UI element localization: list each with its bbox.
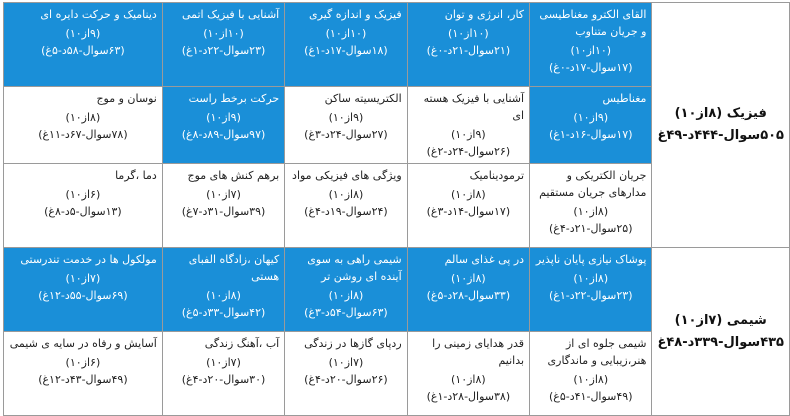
topic-score: (۸از۱۰): [450, 188, 486, 201]
topic-name: پوشاک نیازی پایان ناپذیر: [535, 253, 647, 266]
topic-stats: (۲۵سوال-۲۱د-۴غ): [548, 222, 633, 235]
section-header: [652, 3, 790, 248]
topic-score: (۸از۱۰): [328, 188, 364, 201]
topic-cell: [4, 332, 163, 416]
topic-stats: (۲۶سوال-۲۴د-۲غ): [426, 145, 511, 158]
topic-cell: [407, 87, 529, 164]
topic-cell: [162, 164, 284, 248]
topic-score: (۷از۱۰): [65, 272, 101, 285]
topic-score: (۸از۱۰): [573, 205, 609, 218]
topic-name: در پی غذای سالم: [444, 253, 525, 266]
topic-score: (۹از۱۰): [450, 128, 486, 141]
topic-stats: (۷۸سوال-۶۷د-۱۱غ): [38, 128, 128, 141]
topic-stats: (۳۳سوال-۲۸د-۵غ): [426, 289, 511, 302]
topic-name: دما ،گرما: [115, 169, 157, 182]
topic-stats: (۴۹سوال-۴۳د-۱۲غ): [38, 373, 128, 386]
topic-cell: [530, 87, 652, 164]
topic-name: قدر هدایای زمینی را بدانیم: [432, 337, 525, 367]
topic-score: (۱۰از۱۰): [325, 27, 367, 40]
topic-name: جریان الکتریکی و مدارهای جریان مستقیم: [539, 169, 647, 199]
topic-score: (۸از۱۰): [450, 373, 486, 386]
topic-name: مولکول ها در خدمت تندرستی: [20, 253, 157, 266]
topic-cell: [530, 3, 652, 87]
topic-stats: (۲۳سوال-۲۲د-۱غ): [181, 44, 266, 57]
topic-name: شیمی جلوه ای از هنر،زیبایی و ماندگاری: [547, 337, 647, 367]
topic-cell: [407, 3, 529, 87]
topic-name: ترمودینامیک: [469, 169, 525, 182]
topic-stats: (۶۹سوال-۵۵د-۱۲غ): [38, 289, 128, 302]
topic-cell: [530, 332, 652, 416]
topic-score: (۸از۱۰): [573, 272, 609, 285]
topic-cell: [162, 248, 284, 332]
topic-cell: [162, 87, 284, 164]
topic-score: (۸از۱۰): [206, 289, 241, 302]
topic-name: فیزیک و اندازه گیری: [309, 8, 402, 21]
topic-cell: [407, 248, 529, 332]
topic-name: کار، انرژی و توان: [444, 8, 525, 21]
topic-score: (۶از۱۰): [65, 356, 101, 369]
topic-score: (۷از۱۰): [328, 356, 364, 369]
topic-score: (۷از۱۰): [206, 188, 241, 201]
topic-stats: (۱۷سوال-۱۶د-۱غ): [548, 128, 633, 141]
topic-stats: (۳۰سوال-۲۰د-۴غ): [181, 373, 266, 386]
topic-name: الکتریسیته ساکن: [324, 92, 402, 105]
topic-name: القای الکترو مغناطیسی و جریان متناوب: [539, 8, 647, 38]
topic-name: ردپای گازها در زندگی: [304, 337, 402, 350]
topic-name: حرکت برخط راست: [188, 92, 280, 105]
topic-cell: [285, 164, 407, 248]
topic-name: آشنایی با فیزیک اتمی: [181, 8, 280, 21]
topic-stats: (۶۳سوال-۵۴د-۳غ): [304, 306, 388, 319]
topic-score: (۹از۱۰): [328, 111, 364, 124]
section-header: [652, 248, 790, 416]
section-header-text: شیمی (۷از۱۰) ۴۳۵سوال-۳۳۹د-۴۸غ: [657, 312, 784, 350]
topic-cell: [285, 3, 407, 87]
topic-stats: (۱۳سوال-۵د-۸غ): [44, 205, 122, 218]
topic-stats: (۹۷سوال-۸۹د-۸غ): [181, 128, 266, 141]
topic-cell: [407, 332, 529, 416]
topic-score: (۶از۱۰): [65, 188, 101, 201]
topic-score: (۸از۱۰): [573, 373, 609, 386]
topic-stats: (۲۱سوال-۲۱د-۰غ): [426, 44, 511, 57]
topic-cell: [162, 3, 284, 87]
topic-stats: (۳۹سوال-۳۱د-۷غ): [181, 205, 266, 218]
topic-cell: [4, 164, 163, 248]
topic-stats: (۱۸سوال-۱۷د-۱غ): [304, 44, 388, 57]
topic-cell: [407, 164, 529, 248]
topic-cell: [162, 332, 284, 416]
topic-score: (۱۰از۱۰): [570, 44, 612, 57]
table-row: [4, 3, 790, 87]
topic-cell: [285, 87, 407, 164]
topic-cell: [285, 332, 407, 416]
topic-stats: (۱۷سوال-۱۷د-۰غ): [548, 61, 633, 74]
topic-name: آسایش و رفاه در سایه ی شیمی: [9, 337, 157, 350]
topic-name: مغناطیس: [602, 92, 647, 105]
topic-name: دینامیک و حرکت دایره ای: [40, 8, 157, 21]
table-row: [4, 248, 790, 332]
topic-cell: [530, 248, 652, 332]
topic-score: (۹از۱۰): [65, 27, 101, 40]
topic-table: [3, 2, 790, 416]
topic-name: آب ،آهنگ زندگی: [204, 337, 280, 350]
topic-cell: [4, 248, 163, 332]
topic-score: (۹از۱۰): [573, 111, 609, 124]
topic-cell: [530, 164, 652, 248]
topic-score: (۱۰از۱۰): [448, 27, 489, 40]
topic-cell: [4, 3, 163, 87]
topic-stats: (۲۳سوال-۲۲د-۱غ): [548, 289, 633, 302]
topic-stats: (۲۴سوال-۱۹د-۴غ): [304, 205, 388, 218]
topic-name: کیهان ،زادگاه الفبای هستی: [188, 253, 280, 283]
topic-score: (۷از۱۰): [206, 356, 241, 369]
topic-name: آشنایی با فیزیک هسته ای: [423, 92, 525, 122]
topic-score: (۸از۱۰): [450, 272, 486, 285]
topic-stats: (۲۶سوال-۲۰د-۴غ): [304, 373, 388, 386]
topic-score: (۸از۱۰): [328, 289, 364, 302]
topic-stats: (۴۹سوال-۴۱د-۵غ): [548, 390, 633, 403]
topic-stats: (۱۷سوال-۱۴د-۳غ): [426, 205, 511, 218]
topic-score: (۱۰از۱۰): [203, 27, 244, 40]
topic-cell: [285, 248, 407, 332]
topic-name: ویژگی های فیزیکی مواد: [292, 169, 402, 182]
topic-stats: (۶۳سوال-۵۸د-۵غ): [41, 44, 125, 57]
topic-stats: (۳۸سوال-۲۸د-۱غ): [426, 390, 511, 403]
topic-score: (۸از۱۰): [65, 111, 101, 124]
topic-name: شیمی راهی به سوی آینده ای روشن تر: [307, 253, 402, 283]
topic-stats: (۲۷سوال-۲۴د-۳غ): [304, 128, 388, 141]
topic-stats: (۴۲سوال-۳۳د-۵غ): [181, 306, 266, 319]
section-header-text: فیزیک (۸از۱۰) ۵۰۵سوال-۴۴۴د-۴۹غ: [657, 106, 784, 143]
topic-score: (۹از۱۰): [206, 111, 241, 124]
topic-name: برهم کنش های موج: [187, 169, 280, 182]
topic-name: نوسان و موج: [96, 92, 157, 105]
topic-cell: [4, 87, 163, 164]
